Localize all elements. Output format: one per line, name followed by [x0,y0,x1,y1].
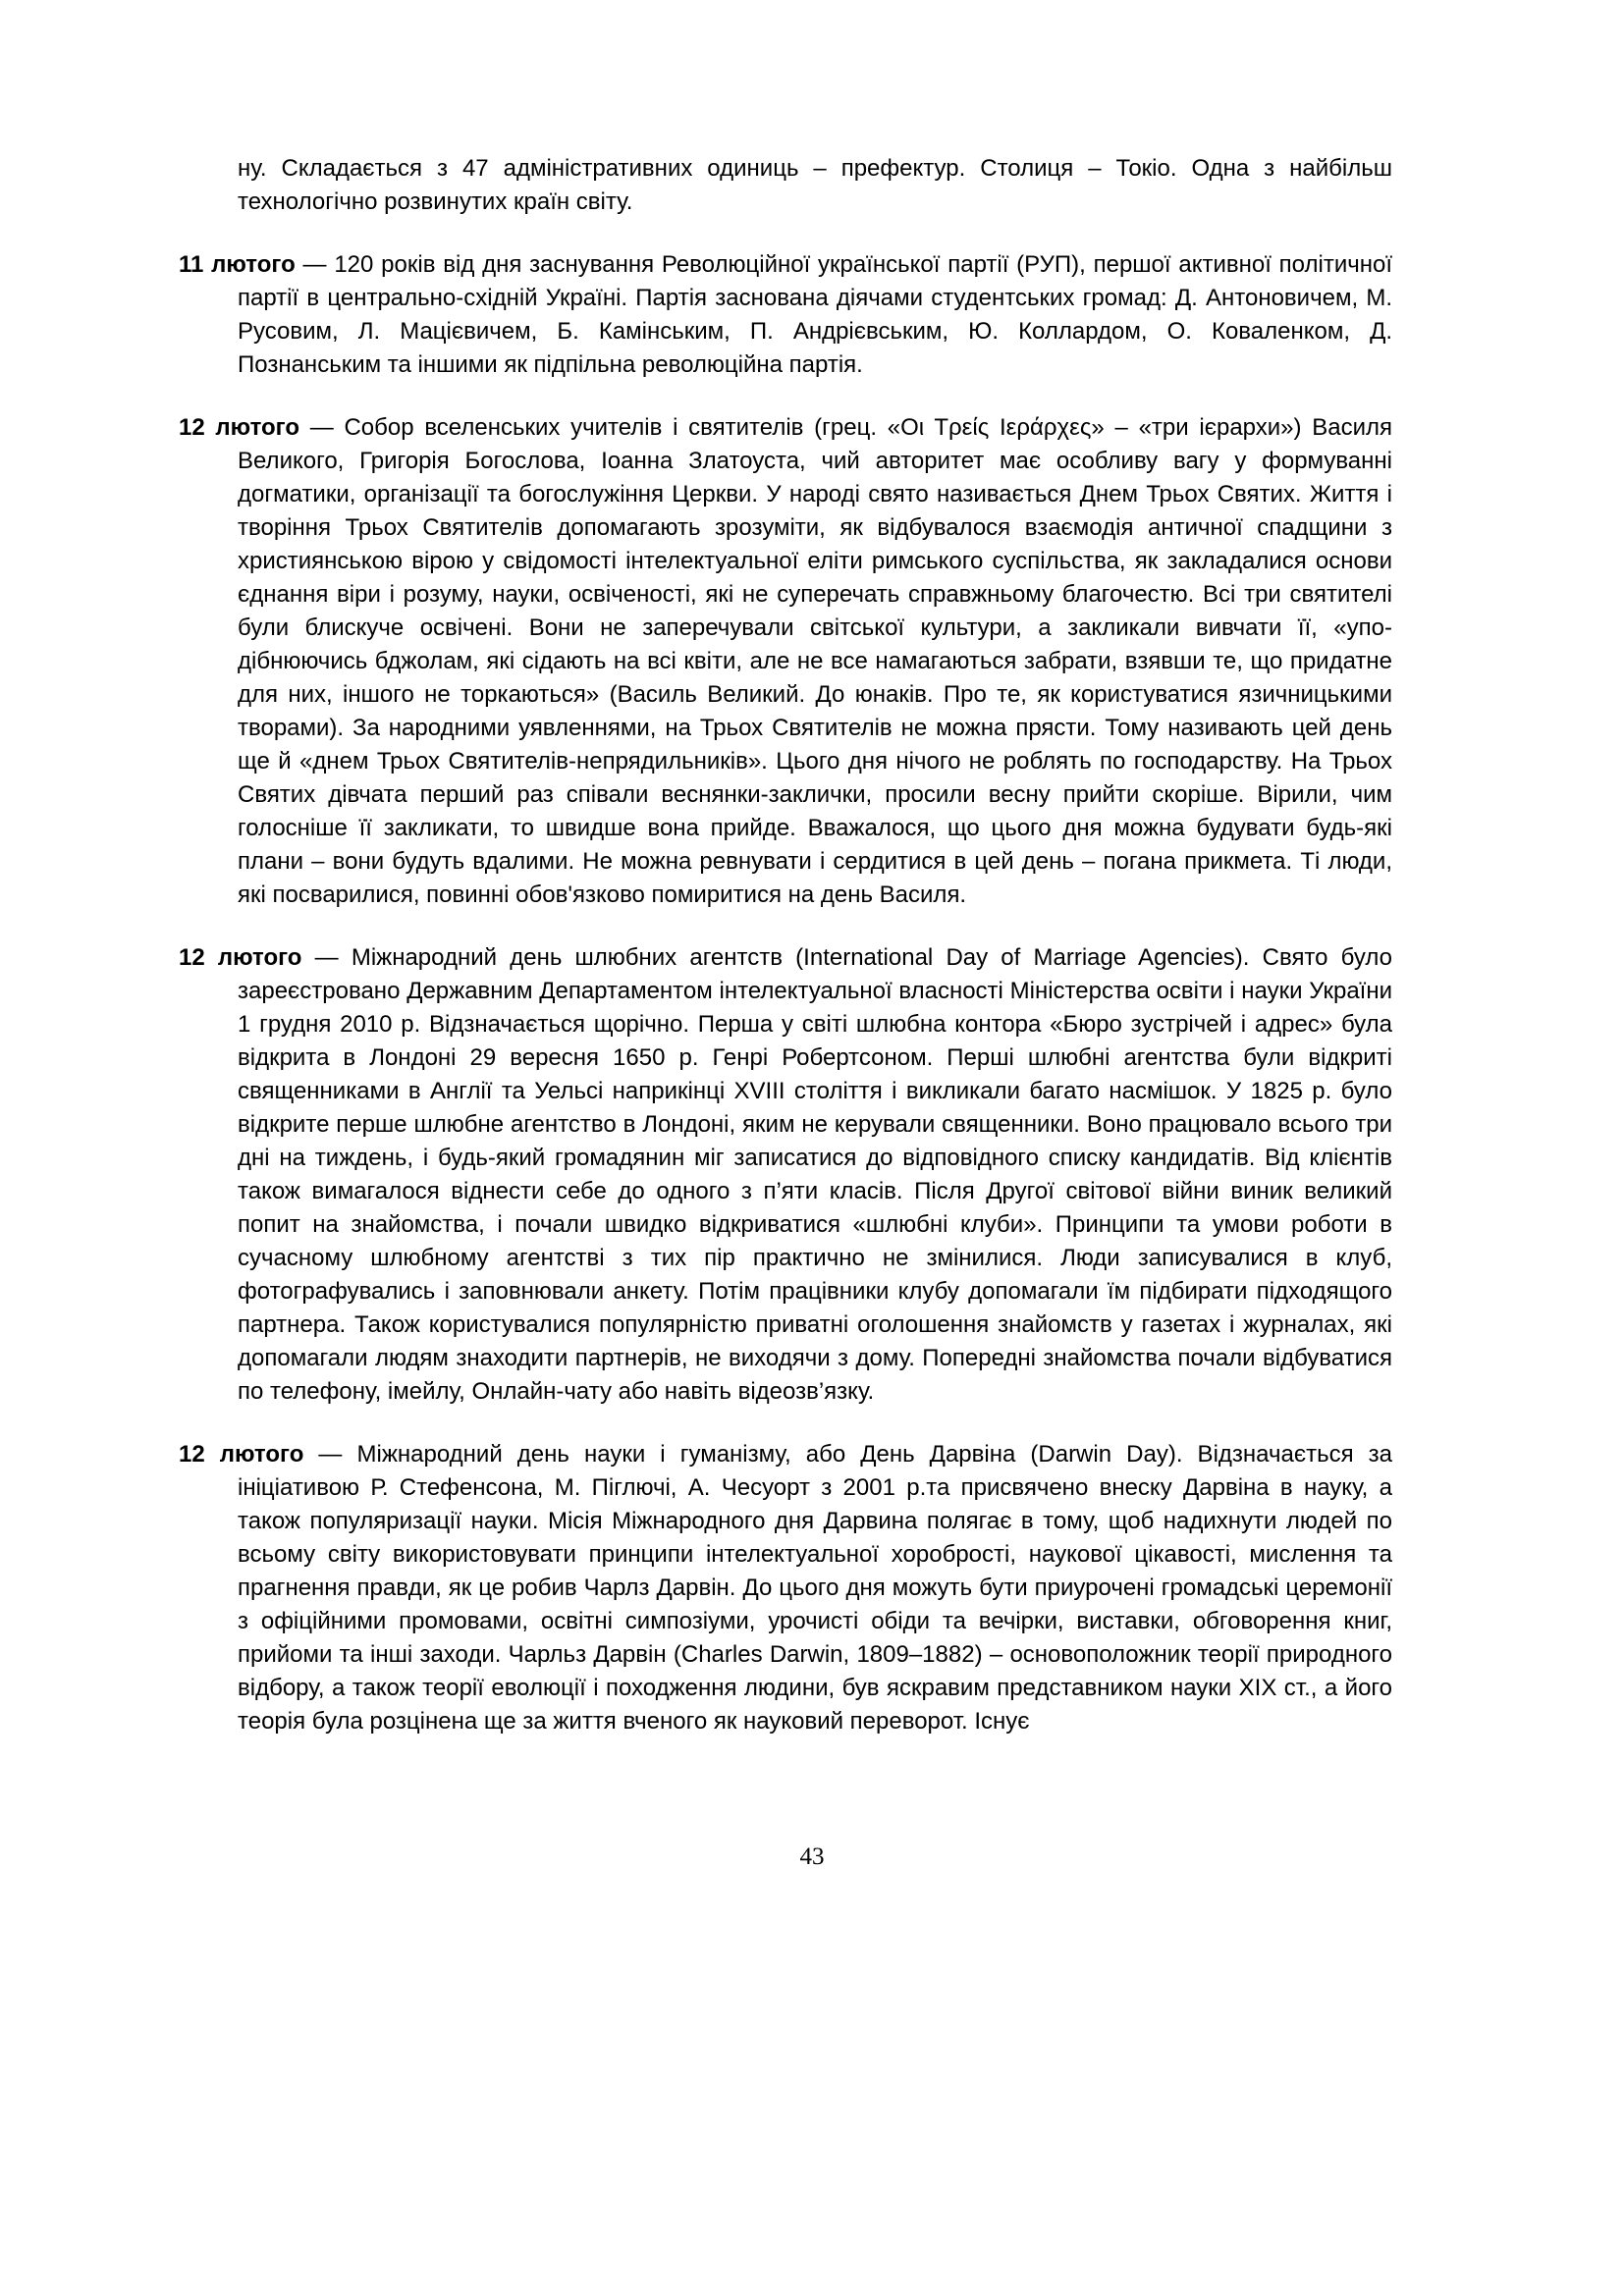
page-content [179,152,1392,1738]
entry-text: — Міжнародний день науки і гуманізму, або День Дарвіна (Darwin Day). Відзначається за ініціативою Р. Стефенсона, М. Піглючі, А. Чесуорт з 2001 р.та присвячено внеску Дарвіна в науку, а також популяризації науки. Місія Міжнародного дня Дарвина полягає в тому, щоб надихнути людей по всьому світу використовувати принципи інтелектуальної хоробрості, наукової цікавості, мислення та прагнення правди, як це робив Чарлз Дарвін. До цього дня можуть бути приурочені громадські церемонії з офіційними промовами, освітні симпозіуми, урочисті обіди та вечірки, виставки, обговорення книг, прийоми та інші заходи. Чарльз Дарвін (Charles Darwin, 1809–1882) – основоположник теорії природного відбору, а також теорії еволюції і походження людини, був яскравим представником науки XIX ст., а його теорія була розцінена ще за життя вченого як науковий переворот. Існує [238,1441,1392,1735]
entry-three-hierarchs [179,411,1392,912]
entry-date: 11 лютого [179,251,296,278]
entry-date: 12 лютого [179,1441,304,1468]
entry-date: 12 лютого [179,944,302,971]
entry-darwin-day [179,1438,1392,1738]
page-number: 43 [799,1843,825,1870]
entry-text: — Міжнародний день шлюбних агентств (International Day of Marriage Agencies). Свято було зареєстровано Державним Департаментом інтелектуальної власності Міністерства освіти і науки України 1 грудня 2010 р. Відзначається щорічно. Перша у світі шлюбна контора «Бюро зустрічей і адрес» була відкрита в Лондоні 29 вересня 1650 р. Генрі Робертсоном. Перші шлюбні агентства були відкриті священниками в Англії та Уельсі наприкінці XVIII століття і викликали багато насмішок. У 1825 р. було відкрите перше шлюбне агентство в Лондоні, яким не керували священники. Воно працювало всього три дні на тиждень, і будь-який громадянин міг записатися до відповідного списку кандидатів. Від клієнтів також вимагалося віднести себе до одного з п’яти класів. Після Другої світової війни виник великий попит на знайомства, і почали швидко відкриватися «шлюбні клуби». Принципи та умови роботи в сучасному шлюбному агентстві з тих пір практично не змінилися. Люди записувалися в клуб, фотографувались і заповнювали анкету. Потім працівники клубу допомагали їм підбирати підходящого партнера. Також користувалися популярністю приватні оголошення знайомств у газетах і журналах, які допомагали людям знаходити партнерів, не виходячи з дому. Попередні знайомства почали відбуватися по телефону, імейлу, Онлайн-чату або навіть відеозв’язку. [238,944,1392,1405]
intro-paragraph: ну. Складається з 47 адміністративних одиниць – префектур. Столиця – Токіо. Одна з найбільш технологічно розвинутих країн світу. [238,155,1392,215]
entry-text: — Собор вселенських учителів і святителів (грец. «Οι Τρείς Ιεράρχες» – «три ієрархи») Василя Великого, Григорія Богослова, Іоанна Златоуста, чий авторитет має особливу вагу у формуванні догматики, організації та богослужіння Церкви. У народі свято називається Днем Трьох Святих. Життя і творіння Трьох Святителів допомагають зрозуміти, як відбувалося взаємодія античної спадщини з християнською вірою у свідомості інтелектуальної еліти римського суспільства, як закладалися основи єднання віри і розуму, науки, освіченості, які не суперечать справжньому благочестю. Всі три святителі були блискуче освічені. Вони не заперечували світської культури, а закликали вивчати її, «уподібнюючись бджолам, які сідають на всі квіти, але не все намагаються забрати, взявши те, що придатне для них, іншого не торкаються» (Василь Великий. До юнаків. Про те, як користуватися язичницькими творами). За народними уявленнями, на Трьох Святителів не можна прясти. Тому називають цей день ще й «днем Трьох Святителів-непрядильників». Цього дня нічого не роблять по господарству. На Трьох Святих дівчата перший раз співали веснянки-заклички, просили весну прийти скоріше. Вірили, чим голосніше її закликати, то швидше вона прийде. Вважалося, що цього дня можна будувати будь-які плани – вони будуть вдалими. Не можна ревнувати і сердитися в цей день – погана прикмета. Ті люди, які посварилися, повинні обов'язково помиритися на день Василя. [238,414,1392,908]
entry-date: 12 лютого [179,414,300,441]
entry-rup-anniversary [179,248,1392,382]
entry-text: — 120 років від дня заснування Революційної української партії (РУП), першої активної політичної партії в центрально-східній Україні. Партія заснована діячами студентських громад: Д. Антоновичем, М. Русовим, Л. Мацієвичем, Б. Камінським, П. Андрієвським, Ю. Коллардом, О. Коваленком, Д. Познанським та іншими як підпільна революційна партія. [238,251,1392,378]
entry-marriage-agencies [179,941,1392,1409]
